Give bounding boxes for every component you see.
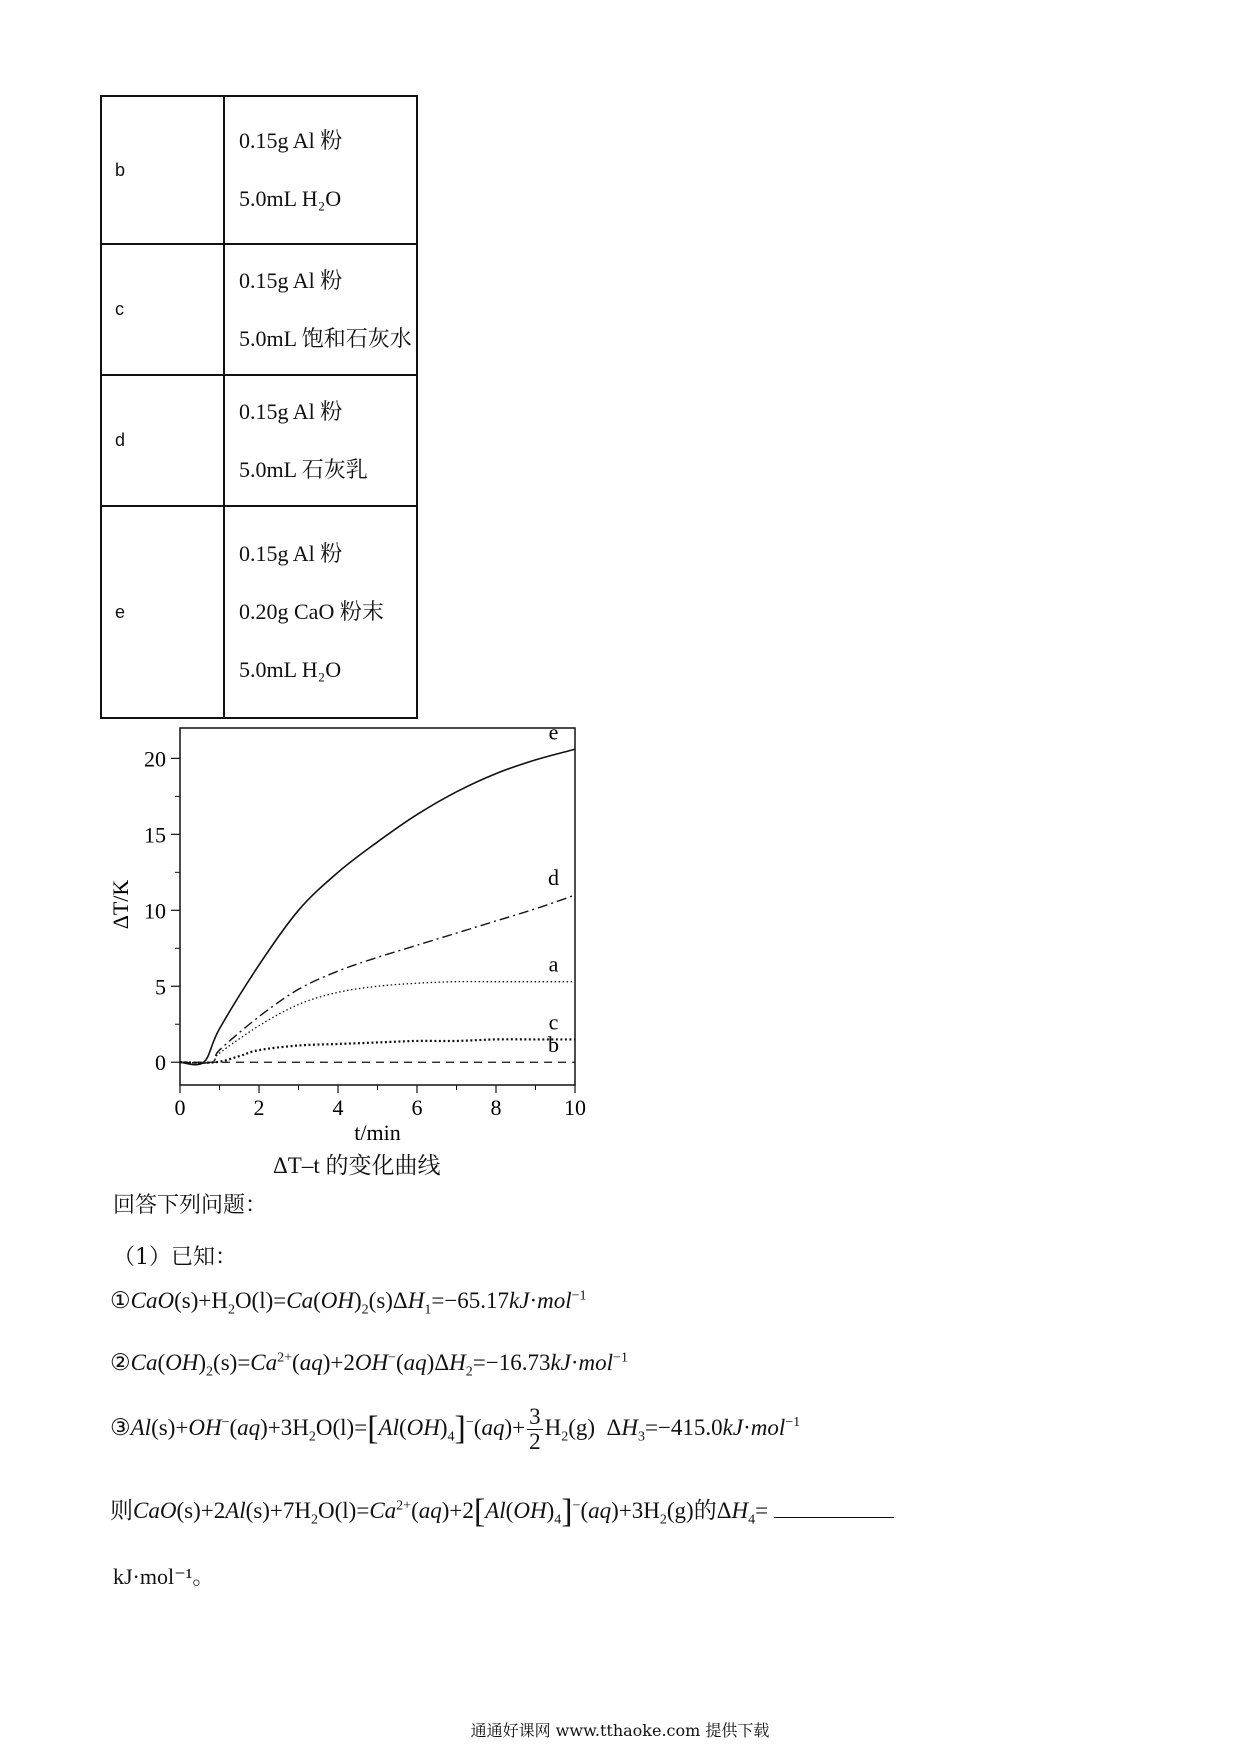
series-c-line	[180, 1039, 575, 1062]
plot-frame	[180, 728, 575, 1085]
equation-1-marker: ①	[110, 1288, 131, 1313]
reagent-line: 0.15g Al 粉	[239, 541, 343, 566]
y-tick-label: 20	[144, 746, 166, 772]
x-tick-label: 6	[411, 1095, 423, 1120]
reagent-line: 0.15g Al 粉	[239, 267, 343, 293]
y-axis-label: ΔT/K	[108, 879, 133, 930]
reagent-line: 5.0mL 石灰乳	[239, 456, 368, 482]
series-b-label: b	[548, 1032, 559, 1058]
reagent-line: 0.20g CaO 粉末	[239, 599, 384, 624]
series-e-label: e	[548, 719, 559, 745]
equation-3-marker: ③	[110, 1414, 131, 1440]
sample-label: d	[101, 375, 224, 506]
answer-blank[interactable]	[774, 1495, 894, 1518]
series-d-line	[180, 895, 575, 1063]
sample-label: c	[101, 244, 224, 375]
sample-label: b	[101, 96, 224, 244]
sample-label: e	[101, 506, 224, 718]
x-tick-label: 2	[253, 1095, 265, 1120]
question-1-label: （1）已知：	[113, 1245, 237, 1270]
y-tick-label: 5	[155, 974, 166, 1000]
x-axis-label: t/min	[354, 1120, 401, 1145]
equation-4: 则$CaO(s)+2Al(s)+7H_2O(l)=Ca^{2+}(aq)+2[Al(OH)_4]^-(aq)+3H_2(g)$的$\Delta H_4=$	[110, 1492, 894, 1531]
y-tick-label: 15	[144, 822, 166, 848]
series-d-label: d	[548, 865, 559, 891]
equation-2: $②Ca(OH)_2(s)=Ca^{2+}(aq)+2OH^-(aq)\Delta H_2=-16.73kJ\cdot mol^{-1}$	[110, 1350, 628, 1380]
reagent-line: 5.0mL 饱和石灰水	[239, 325, 412, 351]
series-c-label: c	[548, 1009, 559, 1035]
then-label: 则	[110, 1498, 133, 1523]
series-a-line	[180, 982, 575, 1063]
reagent-line: 5.0mL H₂O	[239, 657, 342, 682]
footer: 通通好课网 www.tthaoke.com 提供下载	[470, 1721, 770, 1740]
y-tick-label: 10	[144, 898, 166, 924]
x-tick-label: 10	[564, 1095, 586, 1120]
reagent-line: 0.15g Al 粉	[239, 128, 343, 153]
equation-2-marker: ②	[110, 1350, 131, 1375]
series-e-line	[180, 749, 575, 1064]
question-intro: 回答下列问题：	[113, 1193, 268, 1218]
y-tick-label: 0	[155, 1050, 166, 1076]
x-tick-label: 4	[332, 1095, 344, 1120]
chart-caption: ΔT–t 的变化曲线	[273, 1153, 441, 1178]
equation-1: $①CaO(s)+H_2O(l)=Ca(OH)_2(s)\Delta H_1=-65.17kJ\cdot mol^{-1}$	[110, 1288, 587, 1318]
x-tick-label: 0	[174, 1095, 186, 1120]
series-a-label: a	[548, 951, 559, 977]
reagent-line: 0.15g Al 粉	[239, 398, 343, 424]
unit-tail: kJ·mol⁻¹。	[113, 1564, 215, 1589]
x-tick-label: 8	[490, 1095, 502, 1120]
equation-3: $③Al(s)+OH^-(aq)+3H_2O(l)=[Al(OH)_4]^-(aq)+$ $\frac{3}{2}$ $H_2(g)$ $\Delta H_3=-415.0kJ\cdot mol^{-1}$	[110, 1404, 801, 1454]
reagent-line: 5.0mL H₂O	[239, 186, 342, 211]
